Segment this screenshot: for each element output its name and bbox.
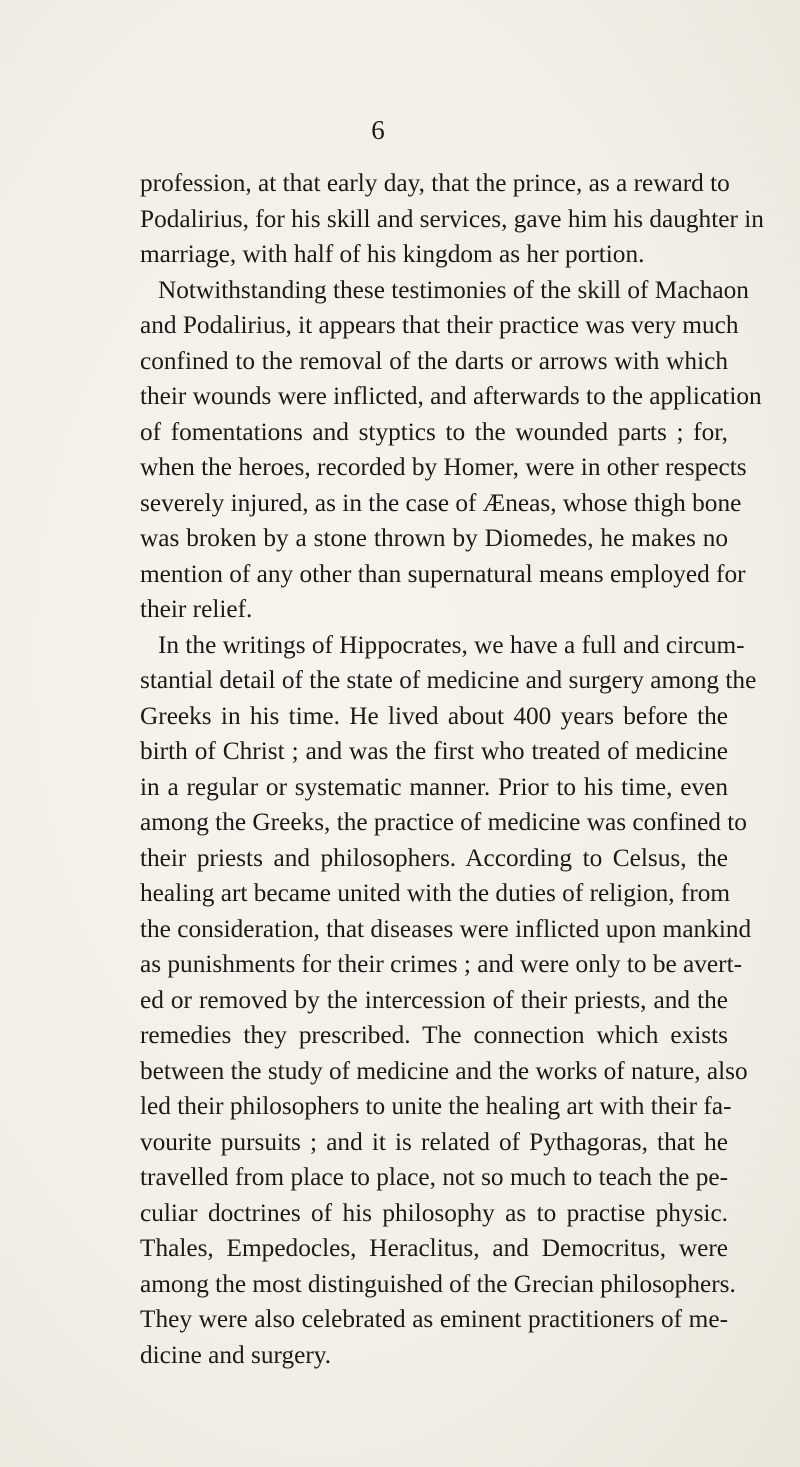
text-line: Greeks in his time. He lived about 400 years before the (140, 701, 728, 730)
text-line: culiar doctrines of his philosophy as to practise physic. (140, 1198, 728, 1227)
text-line: They were also celebrated as eminent practitioners of me- (140, 1305, 728, 1333)
paragraph-3 (140, 628, 757, 1374)
text-line: confined to the removal of the darts or arrows with which (140, 346, 728, 375)
text-line: as punishments for their crimes ; and were only to be avert- (140, 950, 743, 978)
text-line: between the study of medicine and the works of nature, also (140, 1056, 748, 1085)
text-line: severely injured, as in the case of Æneas, whose thigh bone (140, 488, 742, 517)
text-line: Notwithstanding these testimonies of the skill of Machaon (158, 275, 749, 304)
text-line: birth of Christ ; and was the first who treated of medicine (140, 737, 728, 765)
text-line: the consideration, that diseases were inflicted upon mankind (140, 914, 752, 943)
text-line: among the most distinguished of the Grecian philosophers. (140, 1269, 736, 1298)
text-line: marriage, with half of his kingdom as her portion. (140, 240, 645, 268)
page-number: 6 (371, 115, 385, 145)
text-line: stantial detail of the state of medicine and surgery among the (140, 666, 757, 694)
text-line: mention of any other than supernatural means employed for (140, 559, 746, 588)
paragraph-2 (140, 273, 762, 628)
paragraph-1 (140, 166, 764, 273)
text-line: in a regular or systematic manner. Prior to his time, even (140, 772, 728, 801)
text-line: among the Greeks, the practice of medicine was confined to (140, 808, 747, 836)
text-line: profession, at that early day, that the prince, as a reward to (140, 169, 730, 197)
text-line: was broken by a stone thrown by Diomedes, he makes no (140, 524, 728, 552)
text-line: travelled from place to place, not so much to teach the pe- (140, 1163, 728, 1191)
text-line: when the heroes, recorded by Homer, were in other respects (140, 453, 747, 481)
text-line: led their philosophers to unite the healing art with their fa- (140, 1092, 732, 1120)
text-line: remedies they prescribed. The connection which exists (140, 1021, 728, 1049)
text-line: their priests and philosophers. According to Celsus, the (140, 843, 728, 872)
text-line: ed or removed by the intercession of their priests, and the (140, 985, 728, 1014)
text-line: dicine and surgery. (140, 1340, 332, 1369)
text-line: and Podalirius, it appears that their practice was very much (140, 311, 739, 339)
text-line: their wounds were inflicted, and afterwards to the application (140, 382, 762, 410)
text-line: In the writings of Hippocrates, we have a full and circum- (158, 630, 745, 659)
text-line: their relief. (140, 595, 253, 623)
text-line: of fomentations and styptics to the wounded parts ; for, (140, 417, 728, 446)
text-line: Thales, Empedocles, Heraclitus, and Democritus, were (140, 1234, 728, 1262)
text-line: vourite pursuits ; and it is related of Pythagoras, that he (140, 1127, 728, 1156)
text-line: Podalirius, for his skill and services, gave him his daughter in (140, 204, 764, 233)
body-text (140, 166, 764, 1373)
text-line: healing art became united with the duties of religion, from (140, 879, 731, 907)
